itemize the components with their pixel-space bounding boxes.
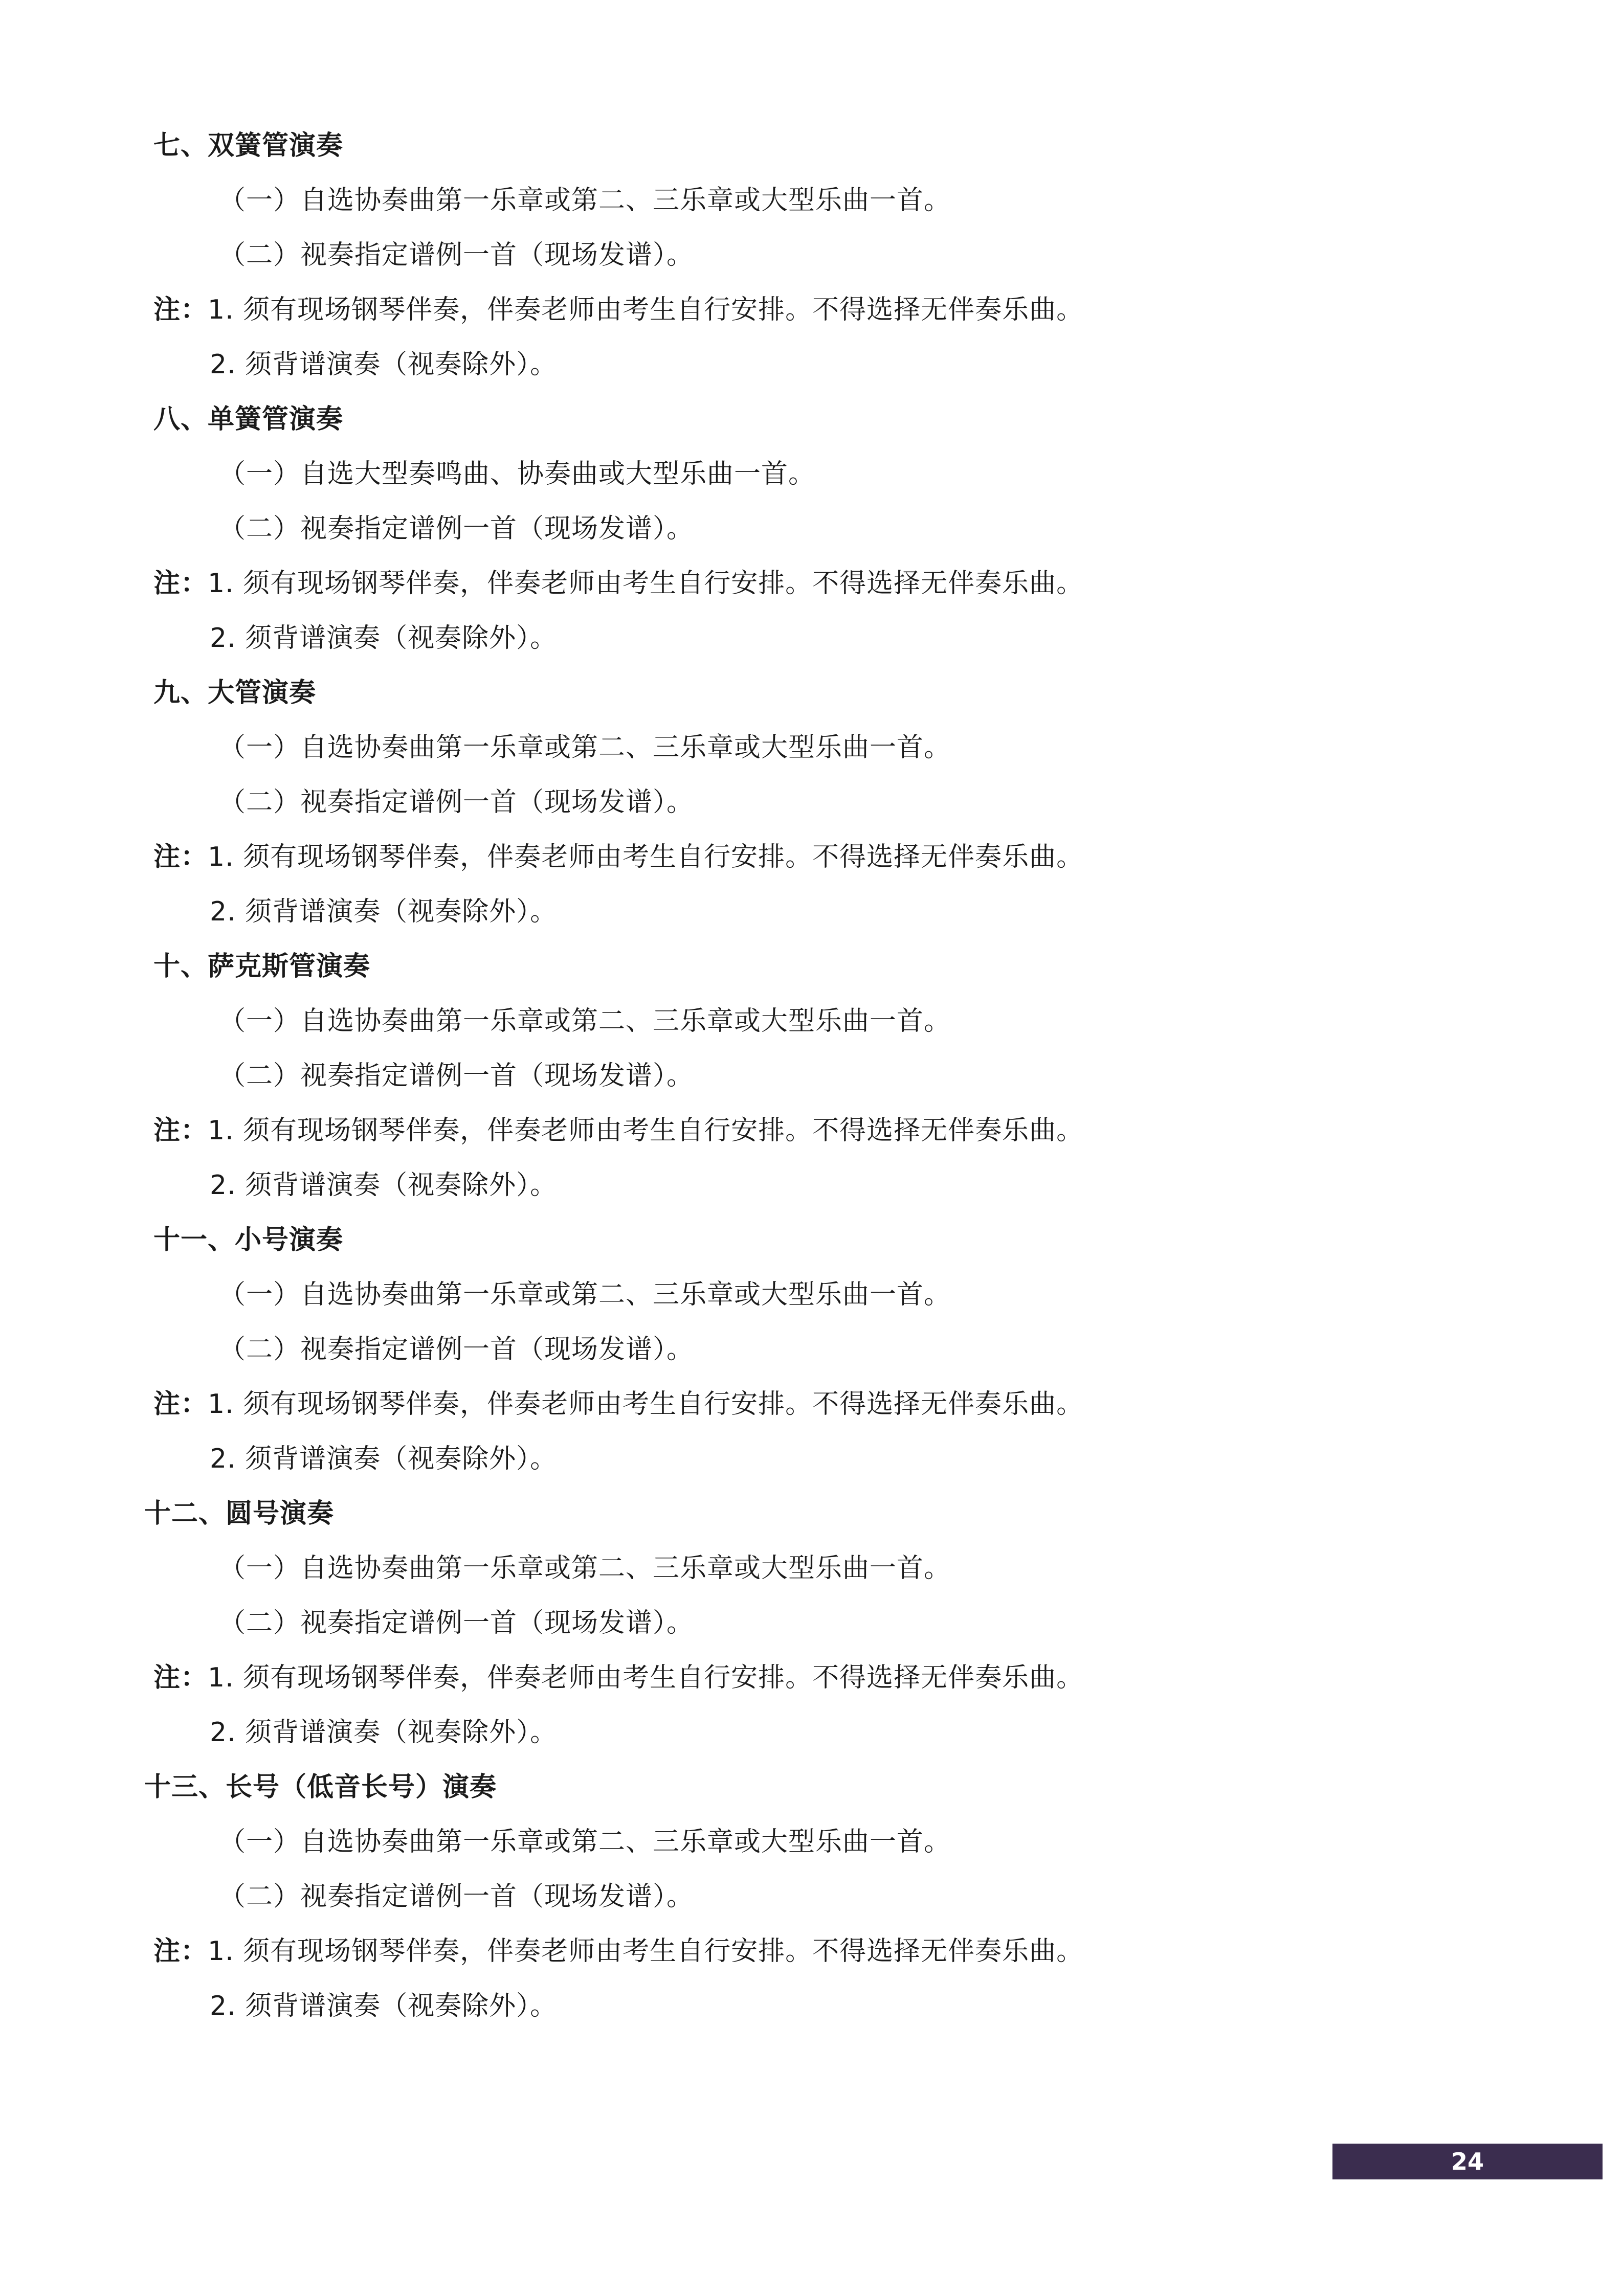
requirement-item: （一）自选协奏曲第一乐章或第二、三乐章或大型乐曲一首。: [219, 732, 951, 763]
note-text: 1. 须有现场钢琴伴奏，伴奏老师由考生自行安排。不得选择无伴奏乐曲。: [208, 295, 1084, 325]
section-bassoon: [0, 666, 1623, 939]
requirement-item: （一）自选大型奏鸣曲、协奏曲或大型乐曲一首。: [219, 459, 816, 489]
note-label: 注：: [153, 842, 208, 872]
section-heading: 九、大管演奏: [153, 678, 317, 708]
requirement-item: （二）视奏指定谱例一首（现场发谱）。: [219, 1061, 694, 1091]
section-heading: 十三、长号（低音长号）演奏: [144, 1772, 497, 1803]
note-text: 1. 须有现场钢琴伴奏，伴奏老师由考生自行安排。不得选择无伴奏乐曲。: [208, 1662, 1084, 1693]
note-label: 注：: [153, 1936, 208, 1967]
note-text: 1. 须有现场钢琴伴奏，伴奏老师由考生自行安排。不得选择无伴奏乐曲。: [208, 842, 1084, 872]
note-label: 注：: [153, 1115, 208, 1146]
section-horn: [0, 1487, 1623, 1760]
note-label: 注：: [153, 1389, 208, 1420]
page-number-bar: [1332, 2144, 1603, 2179]
requirement-item: （一）自选协奏曲第一乐章或第二、三乐章或大型乐曲一首。: [219, 1553, 951, 1584]
section-heading: 十、萨克斯管演奏: [153, 951, 371, 982]
note-line: 2. 须背谱演奏（视奏除外）。: [210, 1717, 558, 1748]
note-line: [0, 1651, 1623, 1705]
note-line: [0, 283, 1623, 337]
page-number: 24: [1451, 2148, 1484, 2175]
section-heading: 十二、圆号演奏: [144, 1498, 335, 1529]
note-text: 1. 须有现场钢琴伴奏，伴奏老师由考生自行安排。不得选择无伴奏乐曲。: [208, 1936, 1084, 1967]
requirement-item: （一）自选协奏曲第一乐章或第二、三乐章或大型乐曲一首。: [219, 1279, 951, 1310]
requirement-item: （一）自选协奏曲第一乐章或第二、三乐章或大型乐曲一首。: [219, 185, 951, 216]
section-heading: 八、单簧管演奏: [153, 404, 344, 435]
requirement-item: （二）视奏指定谱例一首（现场发谱）。: [219, 1881, 694, 1912]
note-text: 1. 须有现场钢琴伴奏，伴奏老师由考生自行安排。不得选择无伴奏乐曲。: [208, 568, 1084, 599]
requirement-item: （二）视奏指定谱例一首（现场发谱）。: [219, 1608, 694, 1638]
note-label: 注：: [153, 568, 208, 599]
requirement-item: （二）视奏指定谱例一首（现场发谱）。: [219, 513, 694, 544]
requirement-item: （二）视奏指定谱例一首（现场发谱）。: [219, 1334, 694, 1365]
section-trombone: [0, 1760, 1623, 2034]
note-line: 2. 须背谱演奏（视奏除外）。: [210, 623, 558, 654]
note-line: [0, 1377, 1623, 1432]
section-trumpet: [0, 1213, 1623, 1487]
section-oboe: [0, 119, 1623, 392]
note-line: 2. 须背谱演奏（视奏除外）。: [210, 1444, 558, 1474]
note-line: [0, 830, 1623, 885]
note-label: 注：: [153, 1662, 208, 1693]
note-line: 2. 须背谱演奏（视奏除外）。: [210, 1170, 558, 1201]
document-body: [0, 119, 1623, 2034]
note-line: 2. 须背谱演奏（视奏除外）。: [210, 896, 558, 927]
note-label: 注：: [153, 295, 208, 325]
note-line: [0, 556, 1623, 611]
requirement-item: （一）自选协奏曲第一乐章或第二、三乐章或大型乐曲一首。: [219, 1006, 951, 1037]
section-clarinet: [0, 392, 1623, 666]
note-line: [0, 1924, 1623, 1979]
section-heading: 十一、小号演奏: [153, 1225, 344, 1255]
note-line: 2. 须背谱演奏（视奏除外）。: [210, 349, 558, 380]
note-line: [0, 1104, 1623, 1158]
requirement-item: （二）视奏指定谱例一首（现场发谱）。: [219, 240, 694, 271]
requirement-item: （二）视奏指定谱例一首（现场发谱）。: [219, 787, 694, 818]
note-line: 2. 须背谱演奏（视奏除外）。: [210, 1991, 558, 2021]
section-heading: 七、双簧管演奏: [153, 130, 344, 161]
note-text: 1. 须有现场钢琴伴奏，伴奏老师由考生自行安排。不得选择无伴奏乐曲。: [208, 1389, 1084, 1420]
requirement-item: （一）自选协奏曲第一乐章或第二、三乐章或大型乐曲一首。: [219, 1827, 951, 1857]
section-saxophone: [0, 939, 1623, 1213]
note-text: 1. 须有现场钢琴伴奏，伴奏老师由考生自行安排。不得选择无伴奏乐曲。: [208, 1115, 1084, 1146]
